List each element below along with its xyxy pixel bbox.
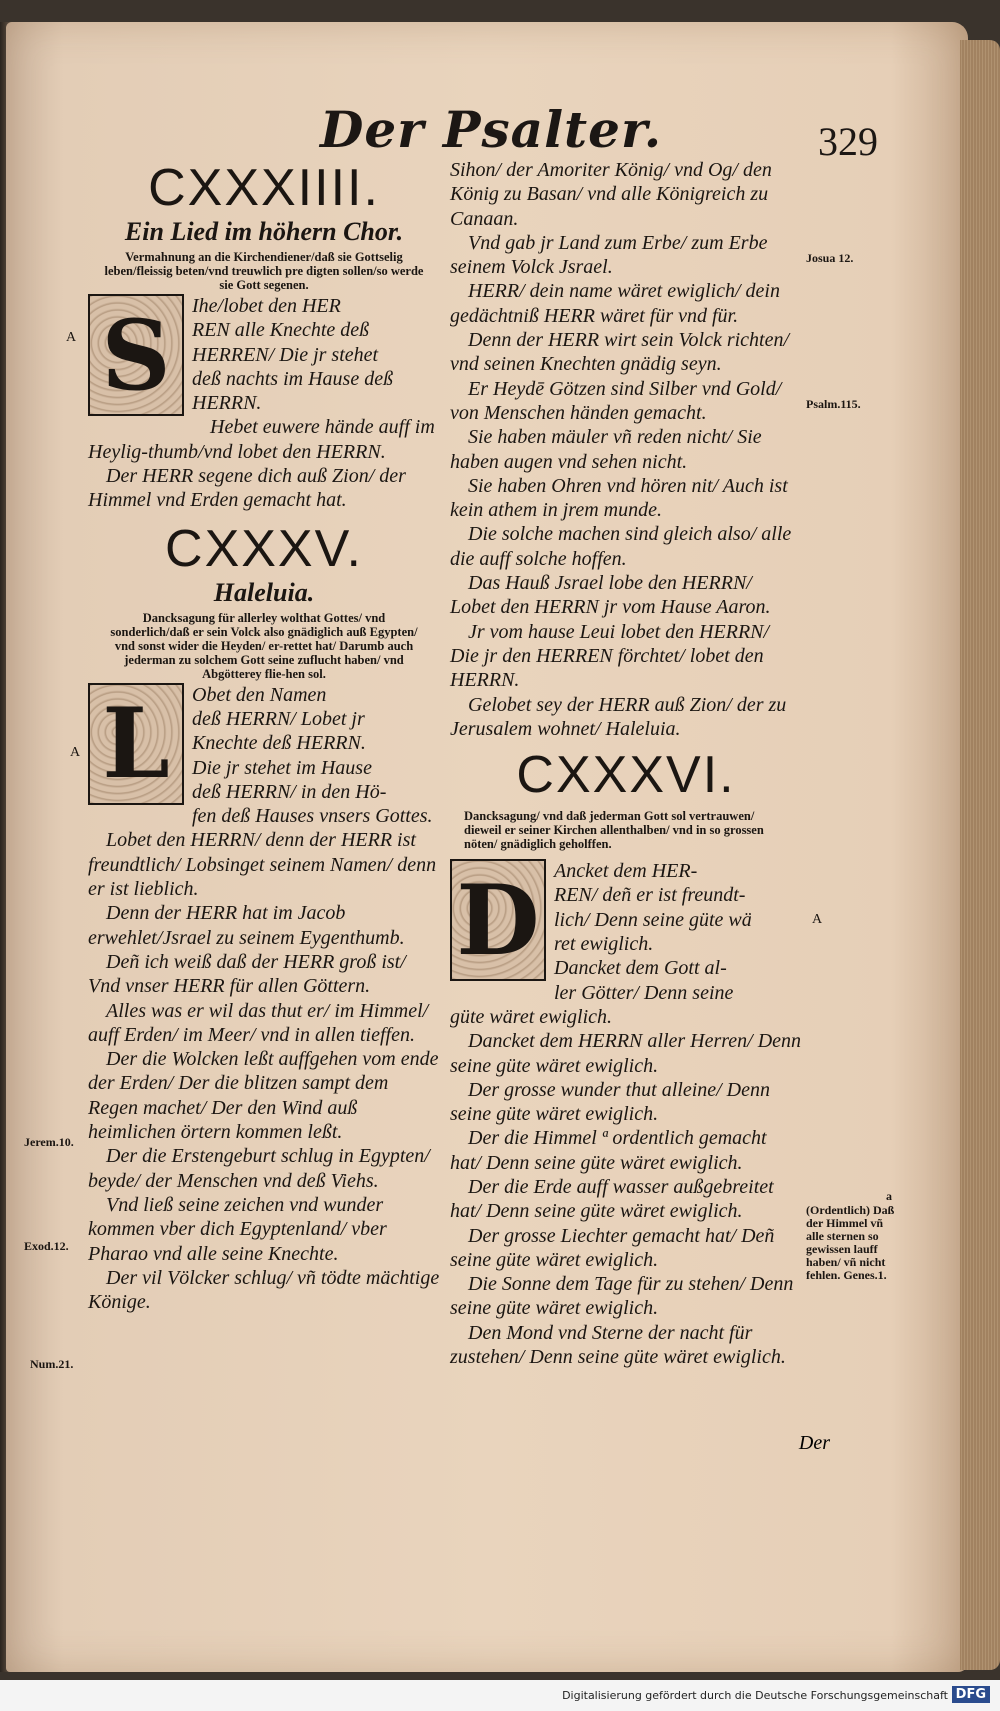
verse: Sie haben mäuler vñ reden nicht/ Sie haben augen vnd sehen nicht. bbox=[450, 426, 762, 473]
verse: Gelobet sey der HERR auß Zion/ der zu Jerusalem wohnet/ Haleluia. bbox=[450, 693, 787, 740]
verse: Deñ ich weiß daß der HERR groß ist/ Vnd vnser HERR für allen Göttern. bbox=[88, 950, 406, 998]
psalm-summary: Dancksagung für allerley wolthat Gottes/ vnd sonderlich/daß er sein Volck also gnädiglich auß Egypten/ vnd sonst wider die Heyden/ er-rettet hat/ Darumb auch jederman zu solchem Gott seine zuflucht haben/ vnd Abgötterey flie-hen sol. bbox=[110, 610, 418, 681]
footer-bar bbox=[0, 1680, 1000, 1711]
psalm-title: Haleluia. bbox=[213, 577, 315, 607]
verse: Er Heydē Götzen sind Silber vnd Gold/ von Menschen händen gemacht. bbox=[450, 377, 782, 424]
verse: Der HERR segene dich auß Zion/ der Himmel vnd Erden gemacht hat. bbox=[88, 465, 406, 512]
page-number: 329 bbox=[818, 119, 878, 164]
verse: Der die Himmel ª ordentlich gemacht hat/ Denn seine güte wäret ewiglich. bbox=[450, 1127, 767, 1174]
verse: Der die Erde auff wasser außgebreitet hat/ Denn seine güte wäret ewiglich. bbox=[450, 1175, 774, 1223]
verse: Lobet den HERRN/ denn der HERR ist freundtlich/ Lobsinget seinem Namen/ denn er ist lieblich. bbox=[88, 829, 437, 901]
margin-note-letter: a bbox=[886, 1189, 892, 1203]
running-head: Der Psalter. bbox=[320, 100, 663, 159]
verse: HERR/ dein name wäret ewiglich/ dein gedächtniß HERR wäret für vnd für. bbox=[450, 280, 780, 327]
opening-line: REN alle Knechte deß bbox=[192, 319, 370, 342]
psalm-number: CXXXIIII. bbox=[148, 159, 380, 217]
opening-line: deß HERRN/ in den Hö- bbox=[192, 780, 387, 803]
margin-reference: Jerem.10. bbox=[24, 1135, 74, 1149]
opening-line: HERREN/ Die jr stehet bbox=[192, 343, 379, 366]
catchword: Der bbox=[798, 1432, 830, 1454]
verse: Dancket dem HERRN aller Herren/ Denn seine güte wäret ewiglich. bbox=[450, 1030, 802, 1077]
psalm-opening bbox=[88, 683, 440, 804]
opening-line: Knechte deß HERRN. bbox=[192, 732, 366, 755]
verse: güte wäret ewiglich. bbox=[450, 1005, 613, 1028]
verse: Der vil Völcker schlug/ vñ tödte mächtige Könige. bbox=[88, 1266, 440, 1314]
psalm-title: Ein Lied im höhern Chor. bbox=[124, 217, 404, 246]
section-marker: A bbox=[70, 745, 81, 760]
opening-line: lich/ Denn seine güte wä bbox=[554, 908, 752, 931]
opening-line: deß HERRN/ Lobet jr bbox=[192, 707, 365, 730]
psalm-summary: Vermahnung an die Kirchendiener/daß sie Gottselig leben/fleissig beten/vnd treuwlich pre digten sollen/so werde sie Gott segenen. bbox=[104, 250, 424, 292]
margin-reference: Num.21. bbox=[30, 1357, 74, 1371]
verse: Das Hauß Jsrael lobe den HERRN/ Lobet den HERRN jr vom Hause Aaron. bbox=[450, 572, 771, 619]
opening-line: ret ewiglich. bbox=[554, 933, 654, 956]
page-edges bbox=[960, 40, 1000, 1670]
verse: Die solche machen sind gleich also/ alle die auff solche hoffen. bbox=[450, 523, 792, 570]
margin-reference: Exod.12. bbox=[24, 1239, 69, 1253]
opening-line: deß nachts im Hause deß bbox=[192, 367, 394, 390]
verse: Der grosse wunder thut alleine/ Denn seine güte wäret ewiglich. bbox=[450, 1078, 771, 1126]
verse: Vnd ließ seine zeichen vnd wunder kommen vber dich Egyptenland/ vber Pharao vnd alle seine Knechte. bbox=[88, 1193, 387, 1265]
psalm-opening bbox=[450, 859, 802, 1005]
verse: Alles was er wil das thut er/ im Himmel/ auff Erden/ im Meer/ vnd in allen tieffen. bbox=[88, 999, 429, 1046]
verse: Hebet euwere hände auff im Heylig-thumb/vnd lobet den HERRN. bbox=[88, 416, 435, 463]
opening-line: Dancket dem Gott al- bbox=[554, 957, 727, 980]
verse: Der die Erstengeburt schlug in Egypten/ beyde/ der Menschen vnd deß Viehs. bbox=[88, 1145, 430, 1192]
psalm-number: CXXXV. bbox=[165, 519, 363, 578]
psalm-opening bbox=[88, 294, 440, 415]
verse: Der grosse Liechter gemacht hat/ Deñ seine güte wäret ewiglich. bbox=[450, 1224, 775, 1271]
decorated-initial: D bbox=[450, 859, 546, 981]
margin-reference: Josua 12. bbox=[806, 251, 854, 265]
margin-reference: Psalm.115. bbox=[806, 397, 861, 411]
psalm-summary: Dancksagung/ vnd daß jederman Gott sol vertrauwen/ dieweil er seiner Kirchen allenthalben/ vnd in so grossen nöten/ gnädiglich geholffen. bbox=[464, 809, 764, 852]
verse: Den Mond vnd Sterne der nacht für zustehen/ Denn seine güte wäret ewiglich. bbox=[450, 1321, 786, 1369]
funding-credit: Digitalisierung gefördert durch die Deutsche Forschungsgemeinschaft bbox=[562, 1689, 948, 1702]
dfg-logo: DFG bbox=[952, 1686, 990, 1703]
section-marker: A bbox=[812, 912, 823, 927]
left-column bbox=[88, 158, 440, 1314]
verse: Vnd gab jr Land zum Erbe/ zum Erbe seinem Volck Jsrael. bbox=[450, 231, 768, 279]
opening-line: ler Götter/ Denn seine bbox=[554, 981, 734, 1004]
verse: Sihon/ der Amoriter König/ vnd Og/ den König zu Basan/ vnd alle Königreich zu Canaan. bbox=[450, 159, 772, 230]
verse: Der die Wolcken leßt auffgehen vom ende der Erden/ Der die blitzen sampt dem Regen machet/ Der den Wind auß heimlichen örtern kommen leßt. bbox=[88, 1048, 439, 1144]
decorated-initial: S bbox=[88, 294, 184, 416]
margin-note: (Ordentlich) Daß der Himmel vñ alle sternen so gewissen lauff haben/ vñ nicht fehlen. Genes.1. bbox=[806, 1203, 895, 1282]
opening-line: HERRN. bbox=[192, 392, 262, 415]
verse: Sie haben Ohren vnd hören nit/ Auch ist kein athem in jrem munde. bbox=[450, 474, 788, 522]
verse: Jr vom hause Leui lobet den HERRN/ Die jr den HERREN förchtet/ lobet den HERRN. bbox=[450, 620, 770, 692]
decorated-initial: L bbox=[88, 683, 184, 805]
right-column bbox=[450, 158, 802, 1369]
verse: Denn der HERR wirt sein Volck richten/ vnd seinen Knechten gnädig seyn. bbox=[450, 329, 790, 376]
opening-line: Obet den Namen bbox=[192, 683, 327, 706]
opening-line: REN/ deñ er ist freundt- bbox=[554, 884, 746, 907]
verse: fen deß Hauses vnsers Gottes. bbox=[192, 805, 433, 828]
opening-line: Ihe/lobet den HER bbox=[192, 295, 341, 317]
verse: Denn der HERR hat im Jacob erwehlet/Jsrael zu seinem Eygenthumb. bbox=[88, 902, 405, 949]
verse: Die Sonne dem Tage für zu stehen/ Denn seine güte wäret ewiglich. bbox=[450, 1273, 794, 1320]
psalm-number: CXXXVI. bbox=[516, 746, 736, 805]
section-marker: A bbox=[66, 330, 77, 345]
opening-line: Ancket dem HER- bbox=[554, 860, 698, 883]
opening-line: Die jr stehet im Hause bbox=[192, 756, 372, 779]
